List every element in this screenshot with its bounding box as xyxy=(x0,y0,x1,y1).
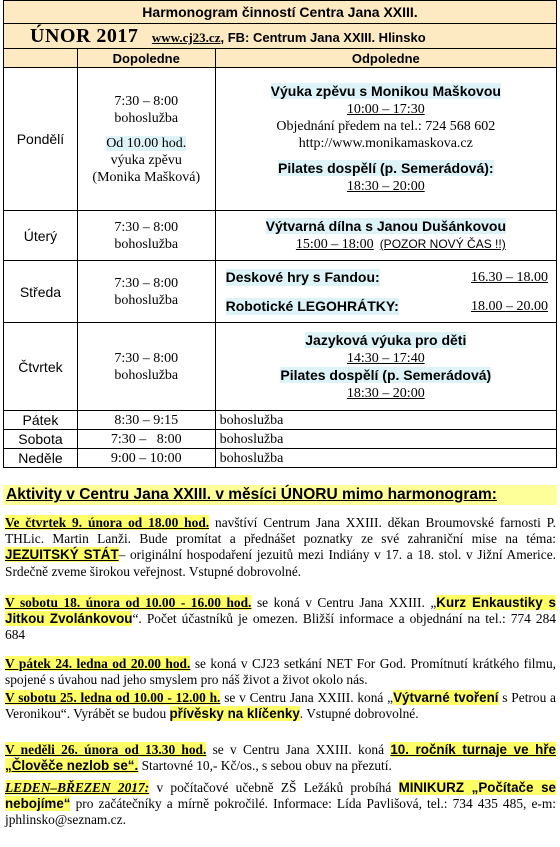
saturday-afternoon: bohoslužba xyxy=(215,430,556,449)
wednesday-pm-time2: 18.00 – 20.00 xyxy=(471,298,548,314)
website-link[interactable]: www.cj23.cz xyxy=(151,29,221,45)
day-sunday: Neděle xyxy=(4,449,78,468)
day-wednesday: Středa xyxy=(4,261,78,323)
col-morning: Dopoledne xyxy=(77,49,215,68)
activity-5-text2: Startovné 10,- Kč/os., s sebou obuv na přezutí. xyxy=(138,758,392,774)
monday-am-note2: výuka zpěvu xyxy=(110,152,182,168)
activity-6-text2: pro začátečníky a mírně pokročilé. Informace: Lída Pavlišová, tel.: 734 435 485, e-m: jphlinsko@seznam.cz. xyxy=(5,796,556,828)
activity-1-date: Ve čtvrtek 9. února od 18.00 hod. xyxy=(5,515,210,530)
activity-3-text: se koná v CJ23 setkání NET For God. Promítnutí krátkého filmu, spojené s úvahou nad jeho smyslem pro náš život a život okolo nás. xyxy=(5,656,556,688)
wednesday-morning xyxy=(77,261,215,323)
thursday-pm-time: 14:30 – 17:40 xyxy=(346,350,425,366)
activity-4 xyxy=(5,690,556,722)
thursday-pm-title: Jazyková výuka pro děti xyxy=(305,331,467,348)
thursday-afternoon xyxy=(215,323,556,411)
activity-4-text: se v Centru Jana XXIII. koná „ xyxy=(220,690,394,705)
activity-1-topic: JEZUITSKÝ STÁT xyxy=(5,547,119,563)
month-header xyxy=(4,24,557,49)
wednesday-pm-time: 16.30 – 18.00 xyxy=(471,269,548,285)
activity-2-text2: “. Počet účastníků je omezen. Bližší informace a objednání na tel.: 774 284 684 xyxy=(5,611,556,643)
facebook-label: , FB: Centrum Jana XXIII. Hlinsko xyxy=(220,29,426,45)
activity-6-topic: MINIKURZ „Počítače se nebojíme“ xyxy=(5,780,556,812)
wednesday-pm-title2: Robotické LEGOHRÁTKY: xyxy=(225,297,399,314)
activity-5-date: V neděli 26. února od 13.30 hod. xyxy=(5,742,207,757)
activity-1-text: navštíví Centrum Jana XXIII. děkan Broumovské farnosti P. THLic. Martin Lanži. Bude promítat a přednášet poznatky ze své zahraniční mise na téma: xyxy=(5,515,556,547)
monday-am-note: Od 10.00 hod. xyxy=(106,135,187,151)
activity-5 xyxy=(5,742,556,774)
thursday-am-label: bohoslužba xyxy=(114,367,179,383)
month-label: ÚNOR 2017 xyxy=(30,24,139,47)
monday-morning xyxy=(77,68,215,211)
activity-6-date: LEDEN–BŘEZEN 2017: xyxy=(5,780,150,795)
tuesday-pm-title: Výtvarná dílna s Janou Dušánkovou xyxy=(265,218,507,234)
activity-6 xyxy=(5,780,556,829)
tuesday-pm-time: 15:00 – 18:00 xyxy=(295,237,374,252)
activity-3-date: V pátek 24. ledna od 20.00 hod. xyxy=(5,656,191,671)
wednesday-am-label: bohoslužba xyxy=(114,292,179,308)
tuesday-pm-note: (POZOR NOVÝ ČAS !!) xyxy=(379,237,506,251)
thursday-pm-time2: 18:30 – 20:00 xyxy=(346,385,425,401)
row-monday xyxy=(4,68,557,211)
activity-4-topic2: přívěsky na klíčenky xyxy=(169,706,300,722)
monday-am-time: 7:30 – 8:00 xyxy=(114,93,179,109)
tuesday-morning xyxy=(77,211,215,261)
activity-1 xyxy=(5,515,556,580)
monday-pm-time2: 18:30 – 20:00 xyxy=(346,179,425,194)
thursday-pm-title2: Pilates dospělí (p. Semerádová) xyxy=(280,366,492,383)
row-friday xyxy=(4,411,557,430)
activities-title: Aktivity v Centru Jana XXIII. v měsíci ÚNORU mimo harmonogram: xyxy=(3,485,557,505)
corner-cell xyxy=(4,49,78,68)
wednesday-pm-title: Deskové hry s Fandou: xyxy=(225,268,380,285)
day-thursday: Čtvrtek xyxy=(4,323,78,411)
activity-6-text: v počítačové učebně ZŠ Ležáků probíhá xyxy=(149,780,399,795)
col-afternoon: Odpoledne xyxy=(215,49,556,68)
friday-morning: 8:30 – 9:15 xyxy=(77,411,215,430)
row-saturday xyxy=(4,430,557,449)
monday-pm-order: Objednání předem na tel.: 724 568 602 xyxy=(276,119,496,134)
day-tuesday: Úterý xyxy=(4,211,78,261)
monday-pm-title: Výuka zpěvu s Monikou Maškovou xyxy=(270,83,501,99)
monday-am-label: bohoslužba xyxy=(114,110,179,126)
sunday-morning: 9:00 – 10:00 xyxy=(77,449,215,468)
activity-5-topic: 10. ročník turnaje ve hře „Člověče nezlob se“. xyxy=(5,742,556,774)
schedule-title: Harmonogram činností Centra Jana XXIII. xyxy=(4,1,557,24)
wednesday-afternoon xyxy=(215,261,556,323)
friday-afternoon: bohoslužba xyxy=(215,411,556,430)
tuesday-am-time: 7:30 – 8:00 xyxy=(114,219,179,235)
monday-pm-time: 10:00 – 17:30 xyxy=(346,102,425,117)
activity-2-date: V sobotu 18. února od 10.00 - 16.00 hod. xyxy=(5,595,252,610)
schedule-table xyxy=(3,0,557,468)
row-thursday xyxy=(4,323,557,411)
saturday-morning: 7:30 – 8:00 xyxy=(77,430,215,449)
tuesday-afternoon xyxy=(215,211,556,261)
row-sunday xyxy=(4,449,557,468)
monday-afternoon xyxy=(215,68,556,211)
day-saturday: Sobota xyxy=(4,430,78,449)
activity-5-text: se v Centru Jana XXIII. koná xyxy=(206,742,391,757)
monday-pm-title2: Pilates dospělí (p. Semerádová): xyxy=(278,160,494,176)
activity-1-text2: – originální hospodaření jezuitů mezi Indiány v 17. a 18. stol. v Jižní Americe. Srdečně zveme širokou veřejnost. Vstupné dobrovolné. xyxy=(5,547,556,579)
day-friday: Pátek xyxy=(4,411,78,430)
tuesday-am-label: bohoslužba xyxy=(114,236,179,252)
activity-2-text: se koná v Centru Jana XXIII. „ xyxy=(251,595,437,610)
activity-4-date: V sobotu 25. ledna od 10.00 - 12.00 h. xyxy=(5,690,221,705)
activity-3 xyxy=(5,656,556,688)
wednesday-am-time: 7:30 – 8:00 xyxy=(114,275,179,291)
sunday-afternoon: bohoslužba xyxy=(215,449,556,468)
activity-2 xyxy=(5,595,556,644)
row-wednesday xyxy=(4,261,557,323)
row-tuesday xyxy=(4,211,557,261)
activity-4-topic: Výtvarné tvoření xyxy=(393,690,499,705)
thursday-am-time: 7:30 – 8:00 xyxy=(114,350,179,366)
thursday-morning xyxy=(77,323,215,411)
monday-pm-url[interactable]: http://www.monikamaskova.cz xyxy=(298,136,473,151)
monday-am-note3: (Monika Mašková) xyxy=(92,169,201,185)
activity-4-text2: s Petrou a Veronikou“. Vyrábět se budou xyxy=(5,690,557,722)
activity-4-text3: . Vstupné dobrovolné. xyxy=(299,706,419,722)
activity-2-topic: Kurz Enkaustiky s Jitkou Zvolánkovou xyxy=(5,595,557,627)
day-monday: Pondělí xyxy=(4,68,78,211)
